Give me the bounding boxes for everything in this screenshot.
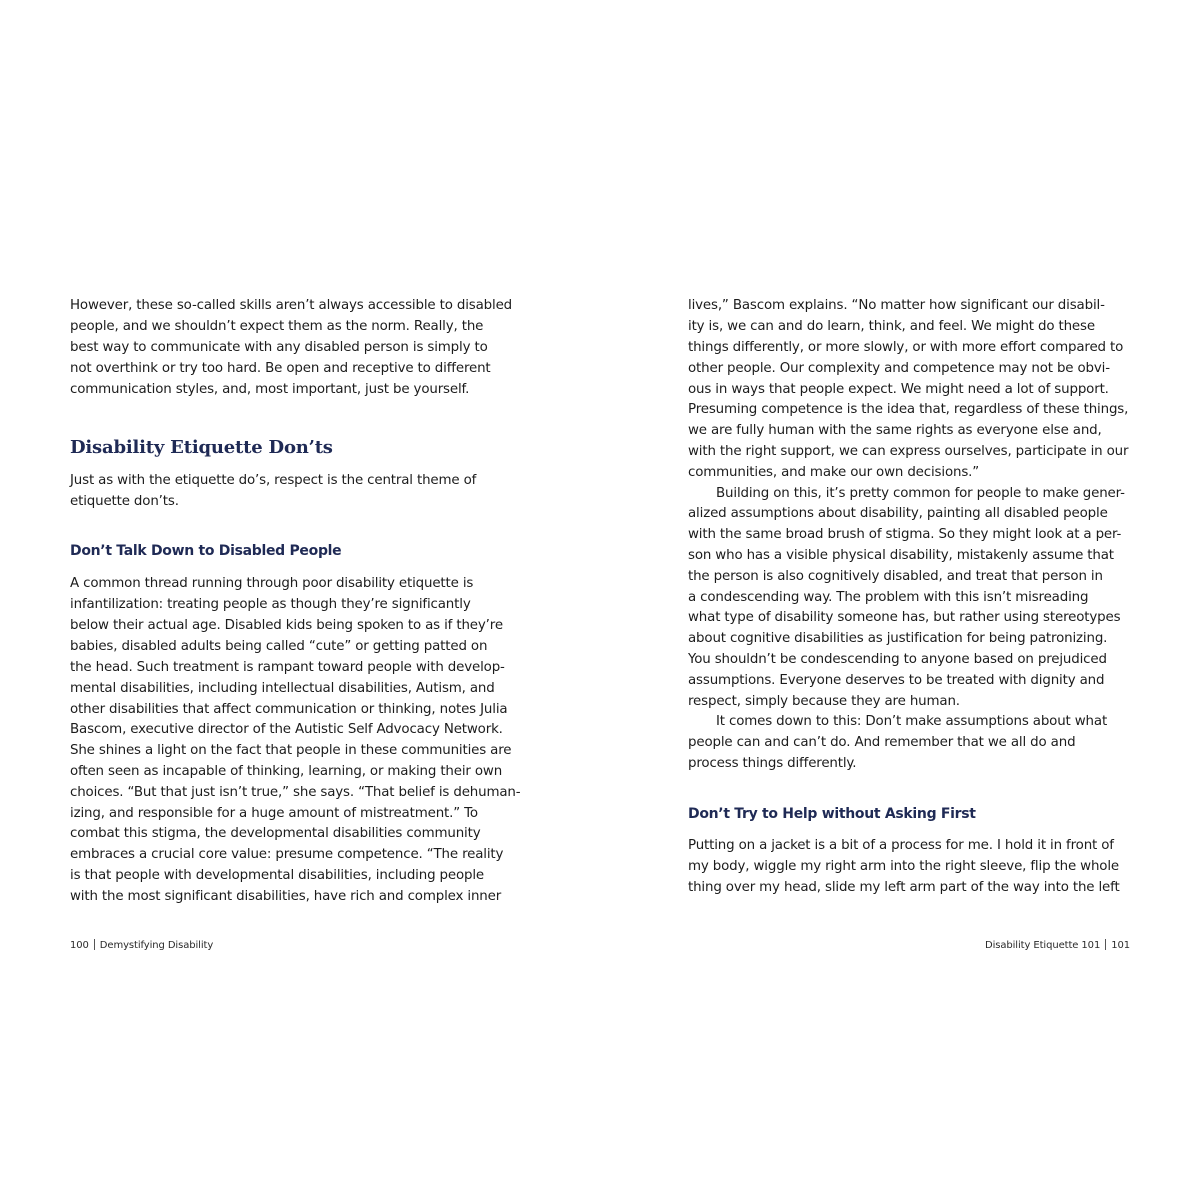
body-line: with the right support, we can express ourselves, participate in our — [688, 444, 1129, 459]
body-line: a condescending way. The problem with this isn’t misreading — [688, 590, 1089, 605]
subheading: Don’t Try to Help without Asking First — [688, 806, 976, 822]
footer-divider — [94, 939, 95, 950]
body-line: alized assumptions about disability, painting all disabled people — [688, 506, 1108, 521]
body-line: people can and can’t do. And remember that we all do and — [688, 735, 1076, 750]
page-number: 101 — [1111, 940, 1130, 951]
body-line: Putting on a jacket is a bit of a process for me. I hold it in front of — [688, 838, 1114, 853]
body-line: combat this stigma, the developmental disabilities community — [70, 826, 481, 841]
body-line: mental disabilities, including intellectual disabilities, Autism, and — [70, 681, 495, 696]
body-line: assumptions. Everyone deserves to be treated with dignity and — [688, 673, 1105, 688]
body-line: A common thread running through poor disability etiquette is — [70, 576, 474, 591]
body-line: thing over my head, slide my left arm part of the way into the left — [688, 880, 1120, 895]
body-line: communities, and make our own decisions.” — [688, 465, 980, 480]
body-line: with the same broad brush of stigma. So they might look at a per- — [688, 527, 1122, 542]
page-number: 100 — [70, 940, 89, 951]
body-line: infantilization: treating people as though they’re significantly — [70, 597, 471, 612]
subheading: Don’t Talk Down to Disabled People — [70, 543, 342, 559]
body-line: ous in ways that people expect. We might need a lot of support. — [688, 382, 1109, 397]
running-title: Demystifying Disability — [99, 940, 214, 951]
body-line: lives,” Bascom explains. “No matter how significant our disabil- — [688, 298, 1105, 313]
body-line: Just as with the etiquette do’s, respect is the central theme of — [70, 473, 477, 488]
body-line: often seen as incapable of thinking, learning, or making their own — [70, 764, 503, 779]
body-line: izing, and responsible for a huge amount of mistreatment.” To — [70, 806, 478, 821]
section-heading: Disability Etiquette Don’ts — [70, 437, 333, 458]
body-line: below their actual age. Disabled kids being spoken to as if they’re — [70, 618, 503, 633]
body-line: not overthink or try too hard. Be open and receptive to different — [70, 361, 491, 376]
body-line: communication styles, and, most important, just be yourself. — [70, 382, 470, 397]
body-line: She shines a light on the fact that people in these communities are — [70, 743, 512, 758]
body-line: However, these so-called skills aren’t always accessible to disabled — [70, 298, 513, 313]
running-title: Disability Etiquette 101 — [984, 940, 1101, 951]
body-line: people, and we shouldn’t expect them as the norm. Really, the — [70, 319, 484, 334]
footer-divider — [1105, 939, 1106, 950]
body-line: You shouldn’t be condescending to anyone based on prejudiced — [688, 652, 1107, 667]
body-line: the head. Such treatment is rampant toward people with develop- — [70, 660, 505, 675]
body-line: Building on this, it’s pretty common for people to make gener- — [716, 486, 1125, 501]
body-line: Bascom, executive director of the Autistic Self Advocacy Network. — [70, 722, 503, 737]
page-footer — [70, 939, 213, 951]
body-line: what type of disability someone has, but rather using stereotypes — [688, 610, 1121, 625]
body-line: things differently, or more slowly, or with more effort compared to — [688, 340, 1124, 355]
body-line: respect, simply because they are human. — [688, 694, 960, 709]
body-line: It comes down to this: Don’t make assumptions about what — [716, 714, 1108, 729]
body-line: process things differently. — [688, 756, 857, 771]
right-page — [600, 0, 1200, 1200]
body-line: we are fully human with the same rights as everyone else and, — [688, 423, 1102, 438]
body-line: embraces a crucial core value: presume competence. “The reality — [70, 847, 504, 862]
body-line: babies, disabled adults being called “cute” or getting patted on — [70, 639, 488, 654]
body-line: is that people with developmental disabilities, including people — [70, 868, 485, 883]
page-footer — [985, 939, 1130, 951]
body-line: other disabilities that affect communication or thinking, notes Julia — [70, 702, 508, 717]
body-line: the person is also cognitively disabled, and treat that person in — [688, 569, 1103, 584]
body-line: Presuming competence is the idea that, regardless of these things, — [688, 402, 1129, 417]
body-line: choices. “But that just isn’t true,” she says. “That belief is dehuman- — [70, 785, 521, 800]
body-line: best way to communicate with any disabled person is simply to — [70, 340, 488, 355]
body-line: with the most significant disabilities, have rich and complex inner — [70, 889, 502, 904]
body-line: other people. Our complexity and competence may not be obvi- — [688, 361, 1110, 376]
body-line: about cognitive disabilities as justification for being patronizing. — [688, 631, 1108, 646]
body-line: ity is, we can and do learn, think, and feel. We might do these — [688, 319, 1095, 334]
body-line: son who has a visible physical disability, mistakenly assume that — [688, 548, 1114, 563]
body-line: etiquette don’ts. — [70, 494, 179, 509]
body-line: my body, wiggle my right arm into the right sleeve, flip the whole — [688, 859, 1120, 874]
